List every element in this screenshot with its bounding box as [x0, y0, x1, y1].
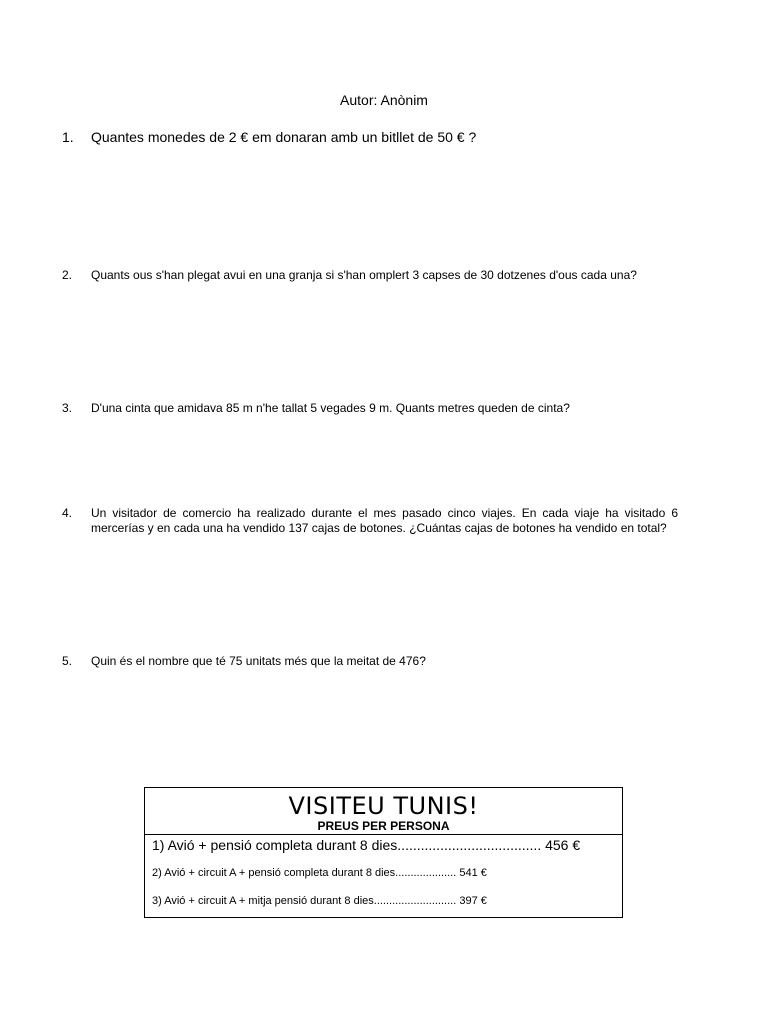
travel-ad-box — [144, 787, 623, 918]
question-text: Quants ous s'han plegat avui en una granja si s'han omplert 3 capses de 30 dotzenes d'ous cada una? — [91, 268, 637, 282]
question-3 — [62, 401, 678, 416]
question-number: 4. — [62, 506, 73, 520]
question-number: 3. — [62, 401, 73, 415]
ad-divider — [145, 834, 622, 835]
question-5 — [62, 654, 678, 669]
question-number: 5. — [62, 654, 73, 668]
question-number: 2. — [62, 268, 73, 282]
question-text: Quin és el nombre que té 75 unitats més que la meitat de 476? — [91, 654, 426, 668]
question-2 — [62, 268, 678, 283]
question-4 — [62, 506, 678, 536]
question-text: Un visitador de comercio ha realizado durante el mes pasado cinco viajes. En cada viaje ha visitado 6 mercerías y en cada una ha vendido 137 cajas de botones. ¿Cuántas cajas de botones ha vendido en total? — [91, 506, 678, 535]
author-line: Autor: Anònim — [340, 92, 428, 108]
ad-title: VISITEU TUNIS! — [288, 792, 479, 820]
ad-offer-1: 1) Avió + pensió completa durant 8 dies..................................... 456 € — [152, 837, 581, 853]
question-1 — [62, 129, 678, 146]
question-text: Quantes monedes de 2 € em donaran amb un bitllet de 50 € ? — [91, 129, 477, 145]
ad-subtitle: PREUS PER PERSONA — [317, 819, 450, 833]
question-text: D'una cinta que amidava 85 m n'he tallat 5 vegades 9 m. Quants metres queden de cinta? — [91, 401, 570, 415]
question-number: 1. — [62, 129, 74, 145]
ad-offer-2: 2) Avió + circuit A + pensió completa durant 8 dies.................... 541 € — [152, 867, 487, 879]
ad-offer-3: 3) Avió + circuit A + mitja pensió durant 8 dies........................... 397 € — [152, 895, 487, 907]
